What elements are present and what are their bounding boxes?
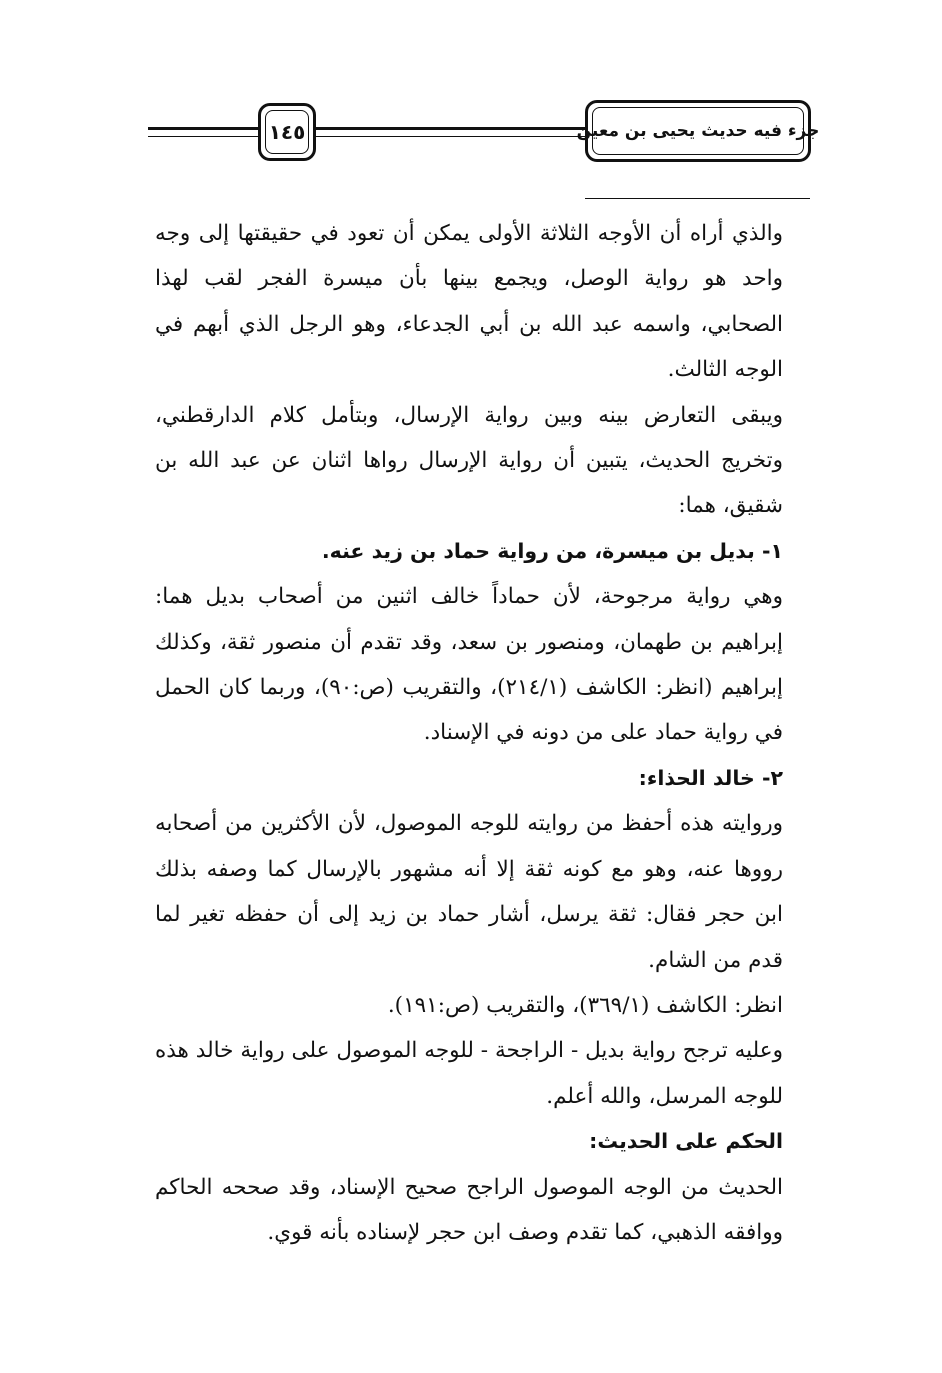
paragraph-5: انظر: الكاشف (٣٦٩/١)، والتقريب (ص:١٩١). [387, 992, 783, 1018]
paragraph-6: وعليه ترجح رواية بديل - الراجحة - للوجه الموصول على رواية خالد هذه للوجه المرسل، والله أعلم. [155, 1038, 783, 1109]
paragraph-3: وهي رواية مرجوحة، لأن حماداً خالف اثنين من أصحاب بديل هما: إبراهيم بن طهمان، ومنصور بن سعد، وقد تقدم أن منصور ثقة، وكذلك إبراهيم (انظر: الكاشف (٢١٤/١)، والتقريب (ص:٩٠)، وربما كان الحمل في رواية حماد على من دونه في الإسناد. [155, 584, 783, 746]
page-number-box [258, 103, 316, 161]
paragraph-4: وروايته هذه أحفظ من روايته للوجه الموصول، لأن الأكثرين من أصحابه رووها عنه، وهو مع كونه ثقة إلا أنه مشهور بالإرسال كما وصفه بذلك ابن حجر فقال: ثقة يرسل، أشار حماد بن زيد إلى أن حفظه تغير لما قدم من الشام. [155, 811, 783, 973]
text-top-divider [585, 198, 810, 199]
paragraph-2: ويبقى التعارض بينه وبين رواية الإرسال، وبتأمل كلام الدارقطني، وتخريج الحديث، يتبين أن رواية الإرسال رواها اثنان عن عبد الله بن شقيق، هما: [155, 402, 783, 519]
page-header [0, 0, 942, 200]
book-title: جزء فيه حديث يحيى بن معين [576, 121, 820, 141]
paragraph-1: والذي أراه أن الأوجه الثلاثة الأولى يمكن أن تعود في حقيقتها إلى وجه واحد هو رواية الوصل، ويجمع بينها بأن ميسرة الفجر لقب لهذا الصحابي، واسمه عبد الله بن أبي الجدعاء، وهو الرجل الذي أبهم في الوجه الثالث. [155, 221, 783, 383]
paragraph-7: الحديث من الوجه الموصول الراجح صحيح الإسناد، وقد صححه الحاكم ووافقه الذهبي، كما تقدم وصف ابن حجر لإسناده بأنه قوي. [155, 1174, 783, 1245]
page-number: ١٤٥ [268, 120, 306, 144]
heading-2: ٢- خالد الحذاء: [638, 765, 783, 790]
page-body [155, 211, 783, 1255]
heading-1: ١- بديل بن ميسرة، من رواية حماد بن زيد عنه. [321, 538, 783, 563]
book-title-box [576, 100, 820, 162]
heading-3: الحكم على الحديث: [589, 1129, 783, 1154]
